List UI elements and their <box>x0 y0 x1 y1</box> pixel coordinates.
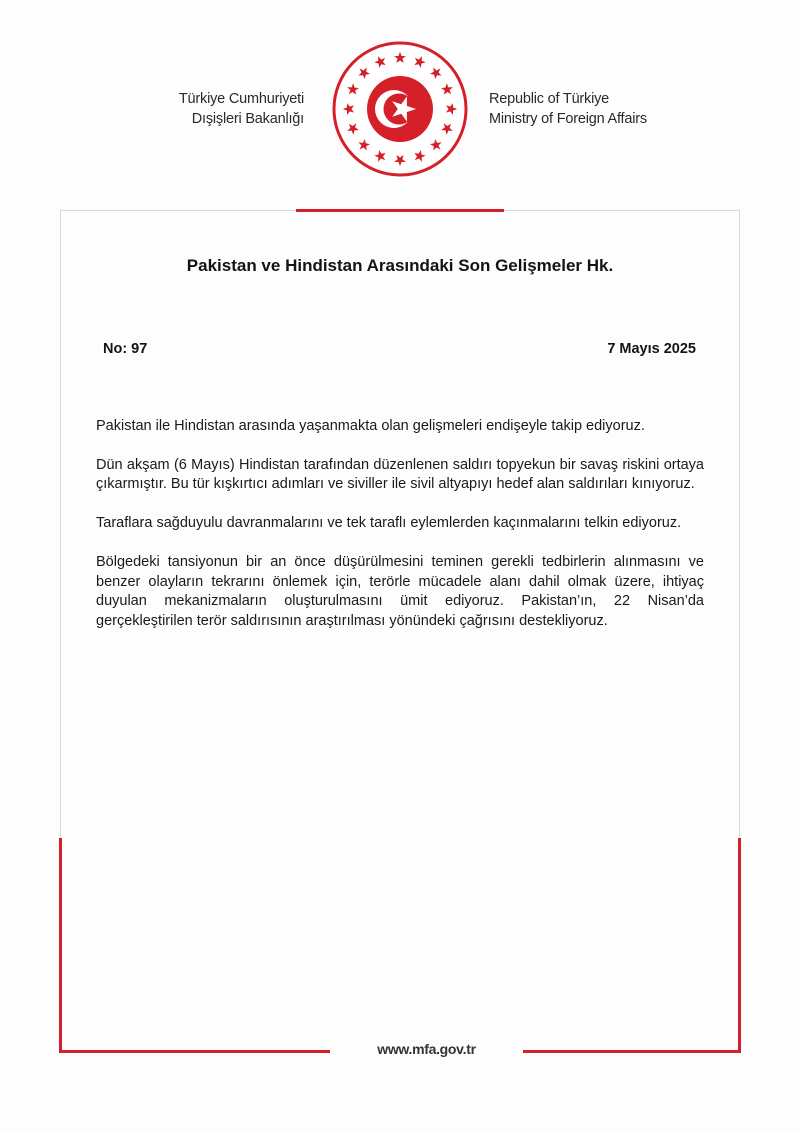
frame-top-left-line <box>60 210 296 211</box>
paragraph: Taraflara sağduyulu davranmalarını ve tek taraflı eylemlerden kaçınmalarını telkin ediyoruz. <box>96 515 682 532</box>
header-en-line1: Republic of Türkiye <box>489 91 610 107</box>
header-ministry-en <box>489 89 689 129</box>
frame-top-right-line <box>504 210 740 211</box>
frame-left-line <box>60 210 61 838</box>
header-tr-line1: Türkiye Cumhuriyeti <box>178 91 304 107</box>
frame-right-accent <box>738 838 741 1052</box>
header-ministry-tr <box>150 89 304 129</box>
frame-left-accent <box>59 838 62 1052</box>
header-en-line2: Ministry of Foreign Affairs <box>489 111 647 127</box>
frame-bottom-right-accent <box>523 1050 741 1053</box>
document-body <box>96 417 704 651</box>
ministry-seal-icon <box>331 40 469 178</box>
footer-website-link[interactable]: www.mfa.gov.tr <box>377 1041 476 1057</box>
document-date: 7 Mayıs 2025 <box>607 341 696 357</box>
paragraph: Dün akşam (6 Mayıs) Hindistan tarafından düzenlenen saldırı topyekun bir savaş riskini ortaya çıkarmıştır. Bu tür kışkırtıcı adımları ve siviller ile sivil altyapıyı hedef alan saldırıları kınıyoruz. <box>96 456 704 493</box>
header-tr-line2: Dışişleri Bakanlığı <box>191 111 304 127</box>
document-title: Pakistan ve Hindistan Arasındaki Son Gelişmeler Hk. <box>186 256 614 275</box>
frame-right-line <box>739 210 740 838</box>
paragraph: Pakistan ile Hindistan arasında yaşanmakta olan gelişmeleri endişeyle takip ediyoruz. <box>96 418 645 434</box>
paragraph: Bölgedeki tansiyonun bir an önce düşürülmesini teminen gerekli tedbirlerin alınmasını ve benzer olayların tekrarını önlemek için, terörle mücadele alanı dahil olmak üzere, ihtiyaç duyulan mekanizmaların oluşturulmasını ümit ediyoruz. Pakistan’ın, 22 Nisan’da gerçekleştirilen terör saldırısının araştırılması yönündeki çağrısını destekliyoruz. <box>96 553 704 629</box>
frame-top-accent <box>296 209 504 212</box>
document-number: No: 97 <box>103 341 148 357</box>
frame-bottom-left-accent <box>59 1050 330 1053</box>
